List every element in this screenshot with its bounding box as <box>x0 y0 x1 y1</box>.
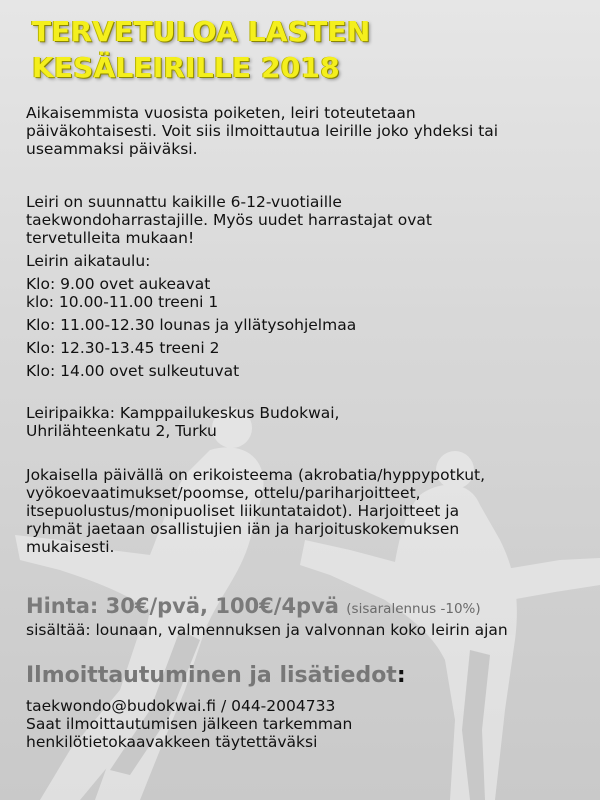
venue-line: Leiripaikka: Kamppailukeskus Budokwai, <box>26 404 340 422</box>
page-title <box>32 14 370 86</box>
price-section <box>26 594 582 639</box>
theme-line: vyökoevaatimukset/poomse, ottelu/pariharjoitteet, <box>26 484 421 502</box>
intro-line: päiväkohtaisesti. Voit siis ilmoittautua leirille joko yhdeksi tai <box>26 122 499 140</box>
schedule-item: Klo: 12.30-13.45 treeni 2 <box>26 339 220 357</box>
price-value: Hinta: 30€/pvä, 100€/4pvä <box>26 594 339 618</box>
registration-heading-text: Ilmoittautuminen ja lisätiedot <box>26 663 397 688</box>
schedule-item: Klo: 11.00-12.30 lounas ja yllätysohjelmaa <box>26 316 357 334</box>
intro-paragraph <box>26 104 582 158</box>
schedule-item: Klo: 14.00 ovet sulkeutuvat <box>26 362 240 380</box>
theme-line: mukaisesti. <box>26 538 115 556</box>
registration-heading-colon: : <box>396 663 406 688</box>
price-main <box>26 594 582 621</box>
audience-paragraph <box>26 193 582 247</box>
theme-line: ryhmät jaetaan osallistujien iän ja harjoituskokemuksen <box>26 520 460 538</box>
schedule-item: klo: 10.00-11.00 treeni 1 <box>26 293 219 311</box>
registration-heading <box>26 663 582 689</box>
audience-line: Leiri on suunnattu kaikille 6-12-vuotiaille <box>26 193 342 211</box>
schedule <box>26 252 582 385</box>
registration-note: Saat ilmoittautumisen jälkeen tarkemman <box>26 715 353 733</box>
theme-line: itsepuolustus/monipuoliset liikuntataidot). Harjoitteet ja <box>26 502 460 520</box>
registration-note: henkilötietokaavakkeen täytettäväksi <box>26 733 318 751</box>
contact-info: taekwondo@budokwai.fi / 044-2004733 <box>26 697 336 715</box>
intro-line: Aikaisemmista vuosista poiketen, leiri toteutetaan <box>26 104 416 122</box>
intro-line: useammaksi päiväksi. <box>26 140 198 158</box>
audience-line: taekwondoharrastajille. Myös uudet harrastajat ovat <box>26 211 432 229</box>
title-line-2: KESÄLEIRILLE 2018 <box>32 51 340 84</box>
schedule-heading: Leirin aikataulu: <box>26 252 151 270</box>
registration-section <box>26 663 582 751</box>
audience-line: tervetulleita mukaan! <box>26 229 195 247</box>
price-includes: sisältää: lounaan, valmennuksen ja valvonnan koko leirin ajan <box>26 621 508 639</box>
venue <box>26 404 582 440</box>
venue-line: Uhrilähteenkatu 2, Turku <box>26 422 217 440</box>
schedule-item: Klo: 9.00 ovet aukeavat <box>26 275 211 293</box>
theme-paragraph <box>26 466 582 556</box>
title-line-1: TERVETULOA LASTEN <box>32 15 371 48</box>
theme-line: Jokaisella päivällä on erikoisteema (akrobatia/hyppypotkut, <box>26 466 486 484</box>
price-sibling-discount: (sisaralennus -10%) <box>346 601 481 617</box>
